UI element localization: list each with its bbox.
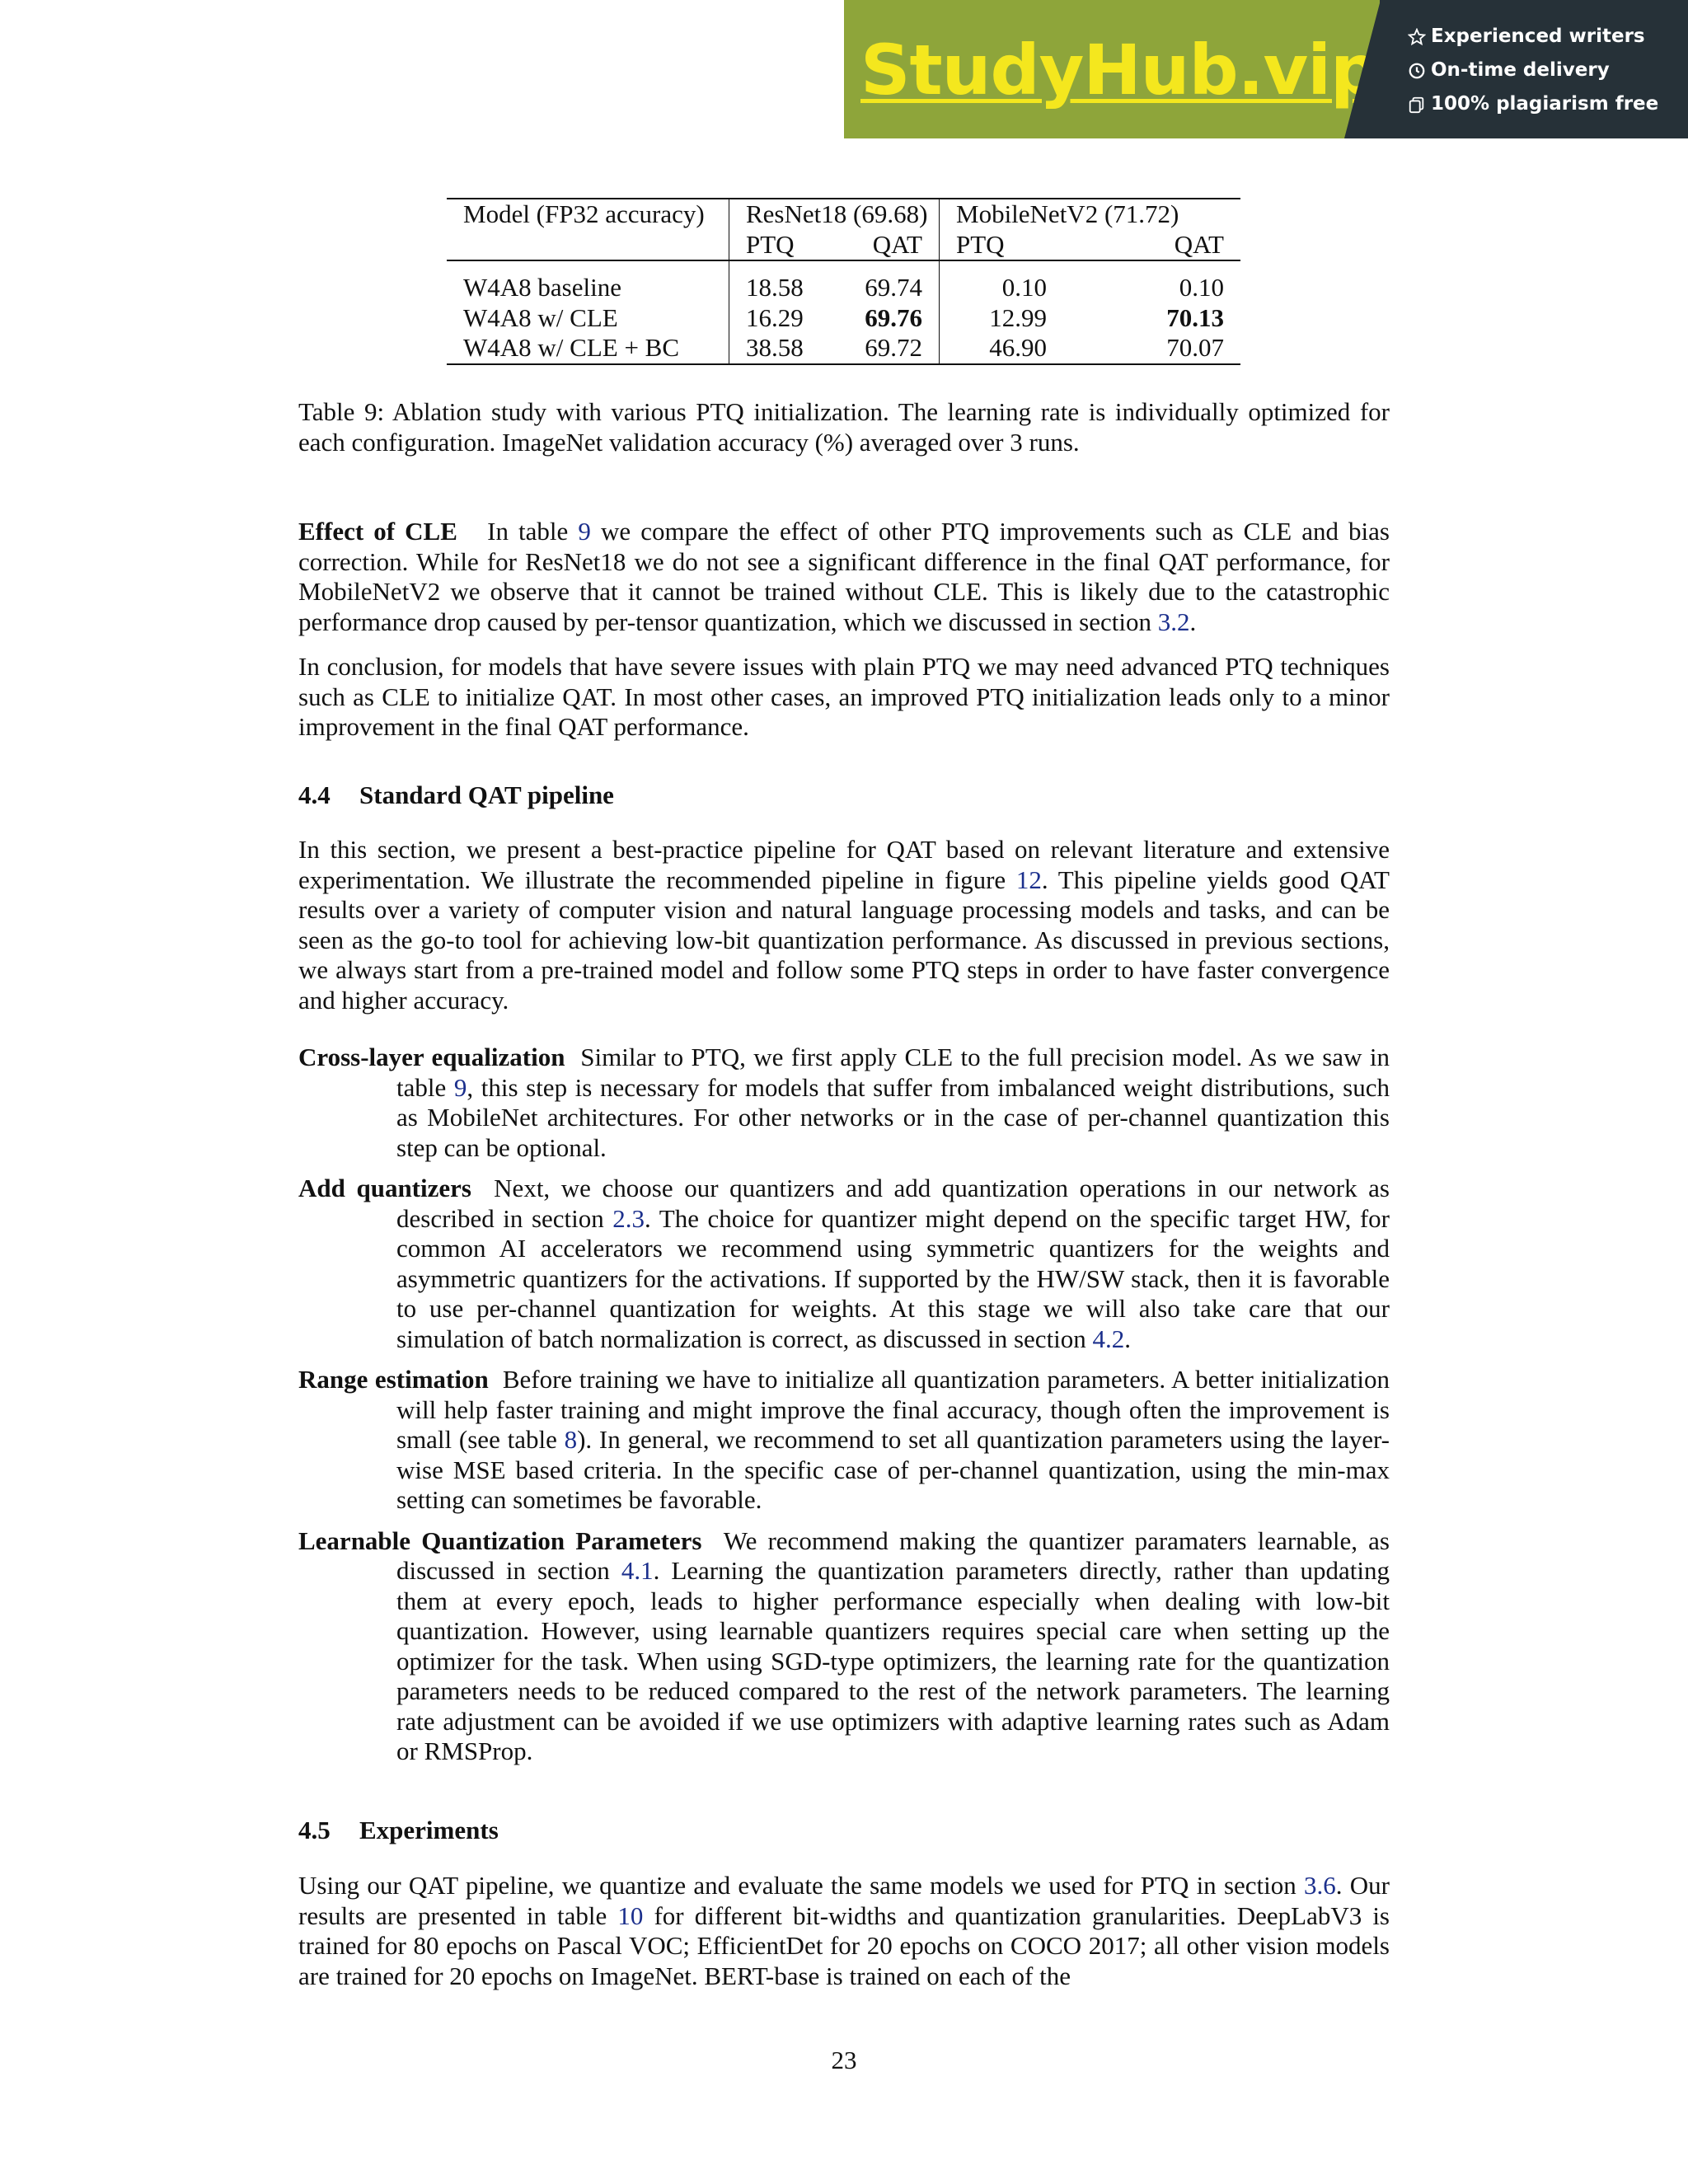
subheader-blank (447, 230, 729, 261)
subheader-ptq: PTQ (729, 230, 849, 261)
section-4-1-link[interactable]: 4.1 (621, 1556, 654, 1585)
section-4-4-heading (298, 780, 1390, 811)
experiments-paragraph (298, 1871, 1390, 1991)
text: Using our QAT pipeline, we quantize and evaluate the same models we used for PTQ in section (298, 1871, 1305, 1900)
step-term: Cross-layer equalization (298, 1043, 565, 1071)
section-title: Standard QAT pipeline (359, 780, 614, 809)
text: , this step is necessary for models that suffer from imbalanced weight distributions, such as MobileNet architectures. For other networks or in the case of per-channel quantization this step can be optional. (396, 1072, 1390, 1162)
table-10-link[interactable]: 10 (617, 1900, 644, 1930)
text: . (1189, 607, 1197, 636)
text: In table (487, 517, 579, 546)
cell-best: 70.13 (1166, 302, 1224, 332)
text: We recommend making the quantizer paramaters learnable, as discussed in section (396, 1526, 1390, 1585)
step-learnable-params (298, 1526, 1390, 1767)
cell: 0.10 (1179, 273, 1224, 302)
text: Next, we choose our quantizers and add quantization operations in our network as described in section (396, 1174, 1390, 1233)
text: . Learning the quantization parameters directly, rather than updating them at every epoch, leads to higher performance especially when dealing with low-bit quantization. However, using learnable quantizers requires special care when setting up the optimizer for the task. When using SGD-type optimizers, the learning rate for the quantization parameters needs to be reduced compared to the rest of the network parameters. The learning rate adjustment can be avoided if we use optimizers with adaptive learning rates such as Adam or RMSProp. (396, 1556, 1390, 1765)
step-range-estimation (298, 1365, 1390, 1516)
table-header-row (447, 199, 1240, 230)
cle-conclusion: In conclusion, for models that have severe issues with plain PTQ we may need advanced PTQ techniques such as CLE to initialize QAT. In most other cases, an improved PTQ initialization leads only to a minor improvement in the final QAT performance. (298, 652, 1390, 741)
ablation-table (447, 198, 1240, 365)
text: . Our results are presented in table (298, 1871, 1390, 1930)
table-row (447, 333, 1240, 364)
badge-delivery (1408, 54, 1658, 87)
badge-plagiarism (1408, 87, 1658, 121)
cle-section (298, 517, 1390, 743)
section-title: Experiments (359, 1816, 499, 1844)
step-term: Range estimation (298, 1365, 489, 1394)
text: . (1124, 1324, 1132, 1353)
page-number: 23 (831, 2046, 857, 2074)
row-label: W4A8 baseline (463, 273, 621, 302)
cell: 38.58 (729, 333, 849, 364)
cell: 46.90 (940, 333, 1064, 364)
section-4-4-intro (298, 835, 1390, 1015)
cell: 16.29 (729, 303, 849, 334)
text: Before training we have to initialize all quantization parameters. A better initialization will help faster training and might improve the final accuracy, though often the improvement is small (see table (396, 1365, 1390, 1454)
banner-green-panel (844, 0, 1380, 138)
text: In this section, we present a best-practice pipeline for QAT based on relevant literature and extensive experimentation. We illustrate the recommended pipeline in figure (298, 835, 1390, 894)
text: for different bit-widths and quantization granularities. DeepLabV3 is trained for 80 epochs on Pascal VOC; EfficientDet for 20 epochs on COCO 2017; all other vision models are trained for 20 epochs on ImageNet. BERT-base is trained on each of the (298, 1900, 1390, 1990)
figure-12-link[interactable]: 12 (1015, 865, 1042, 894)
table-row (447, 303, 1240, 334)
header-resnet18: ResNet18 (69.68) (729, 199, 940, 230)
cle-heading: Effect of CLE (298, 517, 457, 546)
subheader-ptq: PTQ (940, 230, 1064, 261)
table-caption: Table 9: Ablation study with various PTQ initialization. The learning rate is individually optimized for each configuration. ImageNet validation accuracy (%) averaged over 3 runs. (298, 397, 1390, 457)
table-row (447, 273, 1240, 303)
section-2-3-link[interactable]: 2.3 (612, 1203, 645, 1233)
pipeline-steps-list (298, 1043, 1390, 1778)
section-number: 4.5 (298, 1816, 331, 1844)
table-spacer (447, 260, 1240, 273)
section-3-6-link[interactable]: 3.6 (1304, 1871, 1336, 1900)
step-term: Add quantizers (298, 1174, 471, 1202)
step-cle (298, 1043, 1390, 1163)
intro-paragraph (298, 835, 1390, 1015)
table-8-link[interactable]: 8 (564, 1425, 578, 1454)
section-3-2-link[interactable]: 3.2 (1157, 607, 1190, 636)
cell: 69.72 (848, 333, 940, 364)
table-subheader-row (447, 230, 1240, 261)
copy-icon (1408, 96, 1426, 114)
subheader-qat: QAT (1063, 230, 1240, 261)
cell: 70.07 (1063, 333, 1240, 364)
star-icon (1408, 28, 1426, 46)
section-4-2-link[interactable]: 4.2 (1092, 1324, 1125, 1353)
header-mobilenetv2: MobileNetV2 (71.72) (940, 199, 1241, 230)
studyhub-logo[interactable]: StudyHub.vip (860, 30, 1380, 110)
cell-best: 69.76 (865, 302, 922, 332)
cle-paragraph (298, 517, 1390, 637)
badge-text: 100% plagiarism free (1431, 93, 1659, 115)
badge-text: On-time delivery (1431, 59, 1610, 81)
step-term: Learnable Quantization Parameters (298, 1526, 702, 1555)
text: . This pipeline yields good QAT results over a variety of computer vision and natural language processing models and tasks, and can be seen as the go-to tool for achieving low-bit quantization performance. As discussed in previous sections, we always start from a pre-trained model and follow some PTQ steps in order to have faster convergence and higher accuracy. (298, 865, 1390, 1015)
cell: 18.58 (729, 273, 849, 303)
section-4-5-body (298, 1871, 1390, 1991)
header-model: Model (FP32 accuracy) (447, 199, 729, 230)
section-4-5-heading (298, 1816, 1390, 1846)
badge-text: Experienced writers (1431, 26, 1645, 47)
table-9-link[interactable]: 9 (578, 517, 591, 546)
badge-experienced (1408, 20, 1658, 54)
subheader-qat: QAT (848, 230, 940, 261)
clock-icon (1408, 62, 1426, 80)
step-add-quantizers (298, 1174, 1390, 1354)
text: ). In general, we recommend to set all quantization parameters using the layer-wise MSE based criteria. In the specific case of per-channel quantization, using the min-max setting can sometimes be favorable. (396, 1425, 1390, 1514)
text: . The choice for quantizer might depend on the specific target HW, for common AI accelerators we recommend using symmetric quantizers for the weights and asymmetric quantizers for the activations. If supported by the HW/SW stack, then it is favorable to use per-channel quantization for weights. At this stage we will also take care that our simulation of batch normalization is correct, as discussed in section (396, 1203, 1390, 1353)
section-number: 4.4 (298, 780, 331, 809)
row-label: W4A8 w/ CLE + BC (447, 333, 729, 364)
cell: 0.10 (940, 273, 1064, 303)
cell: 69.74 (865, 273, 922, 302)
ad-banner[interactable] (844, 0, 1688, 138)
cell: 12.99 (940, 303, 1064, 334)
table-9-link[interactable]: 9 (453, 1072, 467, 1102)
text: Similar to PTQ, we first apply CLE to the full precision model. As we saw in table (396, 1043, 1390, 1102)
row-label: W4A8 w/ CLE (463, 302, 618, 332)
banner-badges (1408, 20, 1658, 121)
text: we compare the effect of other PTQ improvements such as CLE and bias correction. While for ResNet18 we do not see a significant difference in the final QAT performance, for MobileNetV2 we observe that it cannot be trained without CLE. This is likely due to the catastrophic performance drop caused by per-tensor quantization, which we discussed in section (298, 517, 1390, 636)
